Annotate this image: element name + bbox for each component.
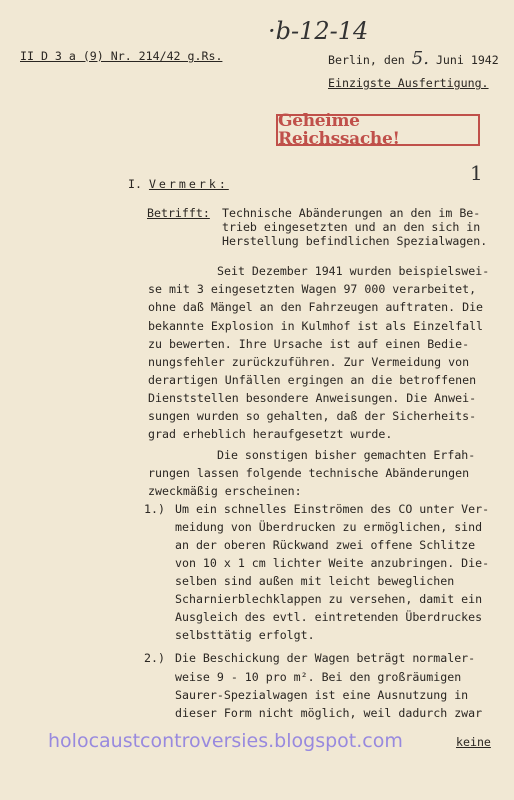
watermark: holocaustcontroversies.blogspot.com [48,730,403,752]
subject-line: Herstellung befindlichen Spezialwagen. [222,234,488,248]
item1-line: Um ein schnelles Einströmen des CO unter Ver- [175,502,490,516]
section-heading [128,175,229,193]
place-date-day: 5. [411,48,429,69]
paragraph1-line: zu bewerten. Ihre Ursache ist auf einen Bedie- [148,337,470,351]
paragraph1-line: grad erheblich heraufgesetzt wurde. [148,427,393,441]
subject-line: trieb eingesetzten und an den sich in [222,220,481,234]
place-date-suffix: Juni 1942 [435,53,499,67]
place-date-prefix: Berlin, den [328,53,405,67]
item1-line: von 10 x 1 cm lichter Weite anzubringen. Die- [175,556,490,570]
item1-line: Scharnierblechklappen zu versehen, damit ein [175,592,483,606]
section-title: Vermerk: [148,177,229,191]
paragraph1-line: sungen wurden so gehalten, daß der Sicherheits- [148,409,477,423]
item1-line: selben sind außen mit leicht beweglichen [175,574,455,588]
item1-line: meidung von Überdrucken zu ermöglichen, sind [175,520,483,534]
item2-number: 2.) [144,651,165,665]
item2-line: dieser Form nicht möglich, weil dadurch zwar [175,706,483,720]
paragraph1-line: ohne daß Mängel an den Fahrzeugen auftraten. Die [148,300,484,314]
paragraph2-line: rungen lassen folgende technische Abänderungen [148,466,470,480]
item2-line: weise 9 - 10 pro m². Bei den großräumigen [175,670,462,684]
item2-line: Die Beschickung der Wagen beträgt normaler- [175,651,476,665]
copy-note: Einzigste Ausfertigung. [328,76,489,90]
subject-label: Betrifft: [147,206,210,220]
paragraph1-line: nungsfehler zurückzuführen. Zur Vermeidung von [148,355,470,369]
page-number: 1 [470,161,483,185]
item1-line: an der oberen Rückwand zwei offene Schlitze [175,538,476,552]
paragraph1-line: bekannte Explosion in Kulmhof ist als Einzelfall [148,319,484,333]
secret-stamp-text: Geheime Reichssache! [278,110,400,149]
paragraph1-line: se mit 3 eingesetzten Wagen 97 000 verarbeitet, [148,282,477,296]
catchword: keine [456,735,491,749]
paragraph2-line: zweckmäßig erscheinen: [148,484,302,498]
secret-stamp [276,110,480,149]
paragraph2-line: Die sonstigen bisher gemachten Erfah- [217,448,476,462]
file-reference: II D 3 a (9) Nr. 214/42 g.Rs. [20,49,223,63]
item1-number: 1.) [144,502,165,516]
section-prefix: I. [128,177,142,191]
paragraph1-line: Dienststellen besondere Anweisungen. Die Anwei- [148,391,477,405]
item2-line: Saurer-Spezialwagen ist eine Ausnutzung in [175,688,469,702]
place-date [328,50,499,69]
handwritten-date: ·b-12-14 [268,17,369,45]
item1-line: selbsttätig erfolgt. [175,628,315,642]
paragraph1-line: Seit Dezember 1941 wurden beispielswei- [217,264,490,278]
subject-line: Technische Abänderungen an den im Be- [222,206,481,220]
paragraph1-line: derartigen Unfällen ergingen an die betroffenen [148,373,477,387]
item1-line: Ausgleich des evtl. eintretenden Überdruckes [175,610,483,624]
